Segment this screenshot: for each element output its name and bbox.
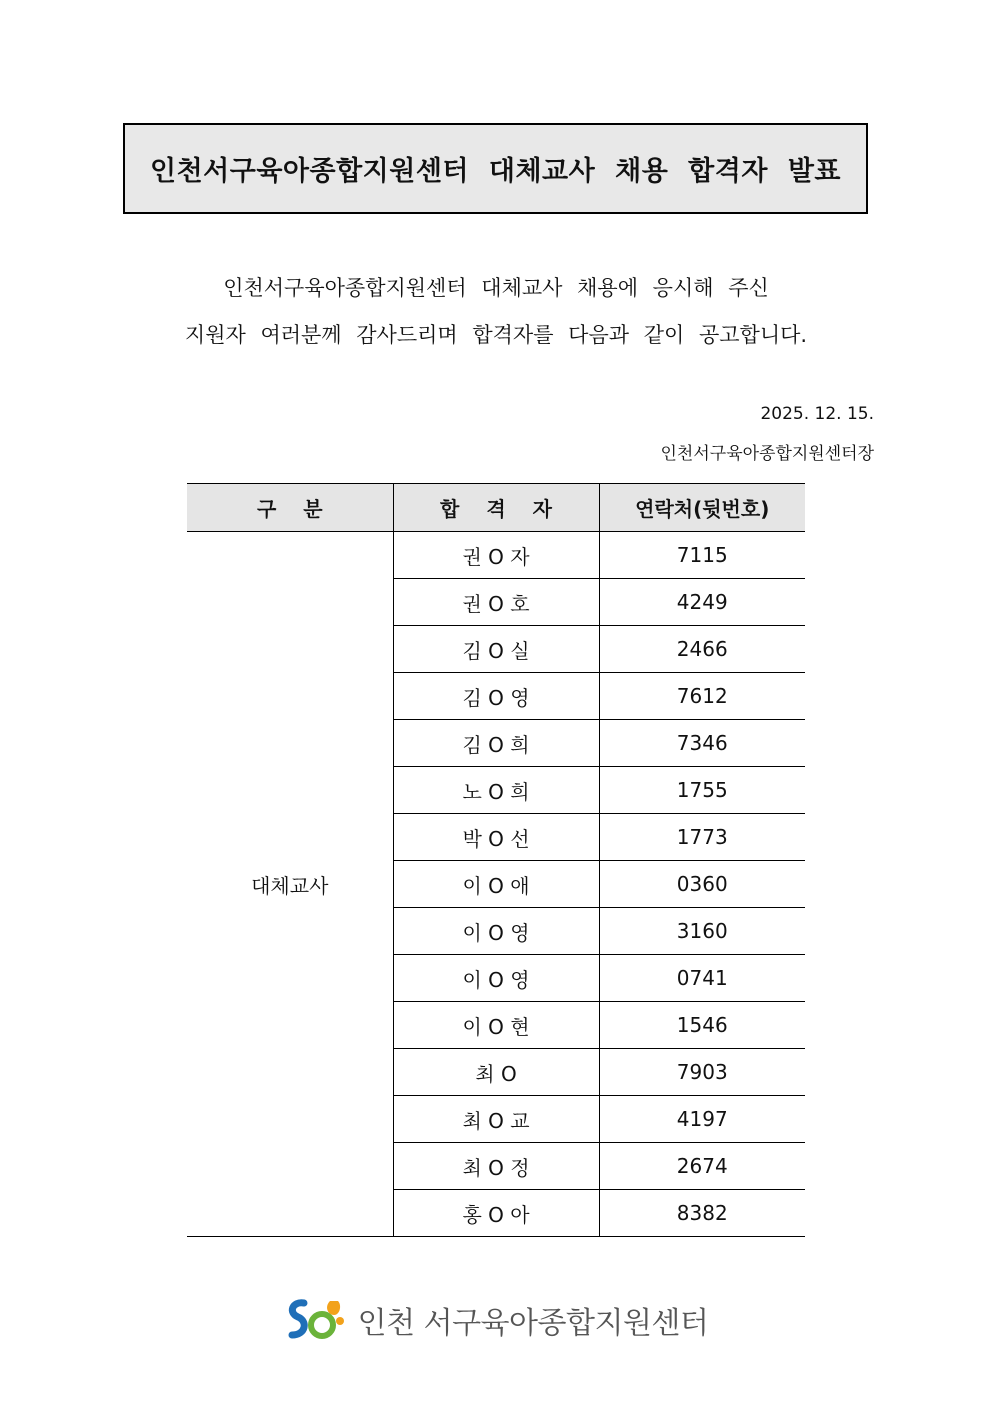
header-name: 합 격 자 bbox=[393, 484, 599, 532]
phone-suffix: 0741 bbox=[599, 955, 805, 1002]
successful-applicant-name: 노 O 희 bbox=[393, 767, 599, 814]
successful-applicant-name: 최 O 교 bbox=[393, 1096, 599, 1143]
table-body bbox=[187, 532, 805, 1237]
phone-suffix: 4249 bbox=[599, 579, 805, 626]
results-table bbox=[187, 483, 805, 1237]
phone-suffix: 3160 bbox=[599, 908, 805, 955]
center-logo-icon bbox=[284, 1295, 348, 1345]
title-box bbox=[123, 123, 868, 214]
successful-applicant-name: 최 O bbox=[393, 1049, 599, 1096]
successful-applicant-name: 권 O 호 bbox=[393, 579, 599, 626]
phone-suffix: 7612 bbox=[599, 673, 805, 720]
phone-suffix: 1755 bbox=[599, 767, 805, 814]
issuer: 인천서구육아종합지원센터장 bbox=[660, 444, 874, 464]
successful-applicant-name: 최 O 정 bbox=[393, 1143, 599, 1190]
successful-applicant-name: 이 O 영 bbox=[393, 955, 599, 1002]
successful-applicant-name: 이 O 현 bbox=[393, 1002, 599, 1049]
successful-applicant-name: 권 O 자 bbox=[393, 532, 599, 579]
phone-suffix: 4197 bbox=[599, 1096, 805, 1143]
phone-suffix: 7346 bbox=[599, 720, 805, 767]
intro-line-1: 인천서구육아종합지원센터 대체교사 채용에 응시해 주신 bbox=[223, 276, 769, 300]
footer-brand-text: 인천 서구육아종합지원센터 bbox=[357, 1306, 709, 1341]
footer-logo bbox=[0, 1295, 992, 1345]
phone-suffix: 2466 bbox=[599, 626, 805, 673]
successful-applicant-name: 이 O 영 bbox=[393, 908, 599, 955]
successful-applicant-name: 박 O 선 bbox=[393, 814, 599, 861]
phone-suffix: 0360 bbox=[599, 861, 805, 908]
successful-applicant-name: 이 O 애 bbox=[393, 861, 599, 908]
phone-suffix: 1546 bbox=[599, 1002, 805, 1049]
phone-suffix: 7903 bbox=[599, 1049, 805, 1096]
successful-applicant-name: 김 O 실 bbox=[393, 626, 599, 673]
phone-suffix: 8382 bbox=[599, 1190, 805, 1237]
intro-line-2: 지원자 여러분께 감사드리며 합격자를 다음과 같이 공고합니다. bbox=[184, 323, 808, 347]
table-header-row bbox=[187, 484, 805, 532]
successful-applicant-name: 홍 O 아 bbox=[393, 1190, 599, 1237]
successful-applicant-name: 김 O 희 bbox=[393, 720, 599, 767]
table-row bbox=[187, 532, 805, 579]
phone-suffix: 1773 bbox=[599, 814, 805, 861]
category-cell: 대체교사 bbox=[187, 532, 393, 1237]
header-category: 구 분 bbox=[187, 484, 393, 532]
phone-suffix: 2674 bbox=[599, 1143, 805, 1190]
header-phone: 연락처(뒷번호) bbox=[599, 484, 805, 532]
announcement-date: 2025. 12. 15. bbox=[760, 404, 874, 424]
successful-applicant-name: 김 O 영 bbox=[393, 673, 599, 720]
page-title: 인천서구육아종합지원센터 대체교사 채용 합격자 발표 bbox=[150, 156, 841, 187]
phone-suffix: 7115 bbox=[599, 532, 805, 579]
